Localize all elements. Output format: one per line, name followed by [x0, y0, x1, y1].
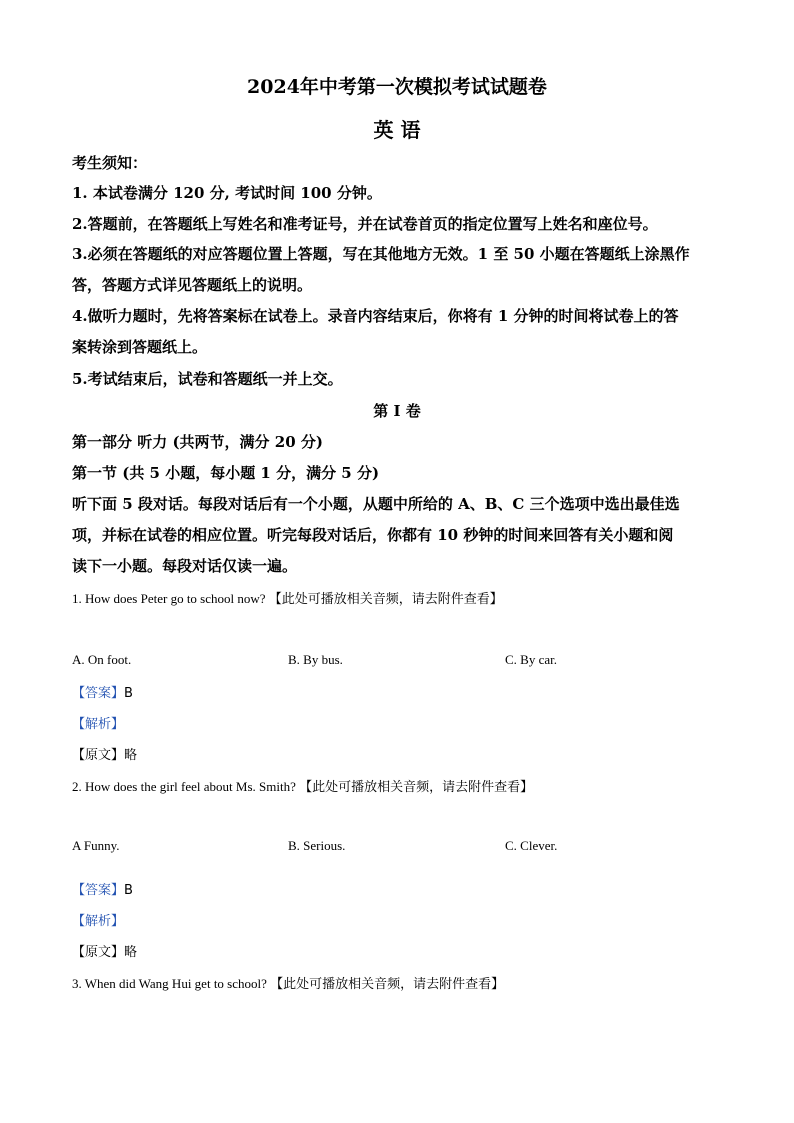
question-2-answer	[72, 879, 133, 898]
question-3-text: 3. When did Wang Hui get to school? 【此处可播放相关音频，请去附件查看】	[72, 976, 505, 991]
exam-title: 2024年中考第一次模拟考试试题卷	[247, 76, 547, 98]
question-2-analysis	[72, 910, 124, 929]
notice-item-2: 2.答题前，在答题纸上写姓名和准考证号，并在试卷首页的指定位置写上姓名和座位号。	[72, 215, 658, 233]
notice-item-3-cont: 答，答题方式详见答题纸上的说明。	[72, 276, 313, 294]
instructions-line-1: 听下面 5 段对话。每段对话后有一个小题，从题中所给的 A、B、C 三个选项中选出最佳选	[72, 495, 680, 513]
answer-label: 【答案】	[72, 883, 125, 898]
original-omitted: 略	[124, 748, 138, 763]
analysis-label: 【解析】	[72, 914, 125, 929]
question-1-original	[72, 744, 137, 763]
original-label: 【原文】	[72, 945, 125, 960]
question-2-original	[72, 941, 137, 960]
answer-value: B	[124, 883, 133, 898]
question-2-option-b: B. Serious.	[288, 838, 346, 853]
notice-heading: 考生须知：	[72, 154, 148, 172]
part-heading: 第一部分 听力 (共两节，满分 20 分)	[72, 433, 323, 451]
notice-item-5: 5.考试结束后，试卷和答题纸一并上交。	[72, 370, 343, 388]
notice-item-4: 4.做听力题时，先将答案标在试卷上。录音内容结束后，你将有 1 分钟的时间将试卷上的答	[72, 307, 679, 325]
answer-label: 【答案】	[72, 686, 125, 701]
question-1-answer	[72, 682, 133, 701]
question-1-option-c: C. By car.	[505, 652, 557, 667]
question-1-option-a: A. On foot.	[72, 652, 132, 667]
question-1-option-b: B. By bus.	[288, 652, 343, 667]
instructions-line-3: 读下一小题。每段对话仅读一遍。	[72, 557, 298, 575]
instructions-line-2: 项，并标在试卷的相应位置。听完每段对话后，你都有 10 秒钟的时间来回答有关小题和阅	[72, 526, 674, 544]
question-2-option-c: C. Clever.	[505, 838, 558, 853]
answer-value: B	[124, 686, 133, 701]
question-1-analysis	[72, 713, 124, 732]
volume-heading: 第 I 卷	[373, 402, 421, 420]
analysis-label: 【解析】	[72, 717, 125, 732]
original-label: 【原文】	[72, 748, 125, 763]
subject-title: 英 语	[373, 118, 421, 142]
question-1-text: 1. How does Peter go to school now? 【此处可播放相关音频，请去附件查看】	[72, 591, 503, 606]
original-omitted: 略	[124, 945, 138, 960]
question-2-option-a: A Funny.	[72, 838, 120, 853]
notice-item-1: 1. 本试卷满分 120 分, 考试时间 100 分钟。	[72, 184, 382, 202]
subsection-heading: 第一节 (共 5 小题，每小题 1 分，满分 5 分)	[72, 464, 380, 482]
notice-item-3: 3.必须在答题纸的对应答题位置上答题，写在其他地方无效。1 至 50 小题在答题纸上涂黑作	[72, 245, 690, 263]
question-2-text: 2. How does the girl feel about Ms. Smith? 【此处可播放相关音频，请去附件查看】	[72, 779, 534, 794]
notice-item-4-cont: 案转涂到答题纸上。	[72, 338, 208, 356]
